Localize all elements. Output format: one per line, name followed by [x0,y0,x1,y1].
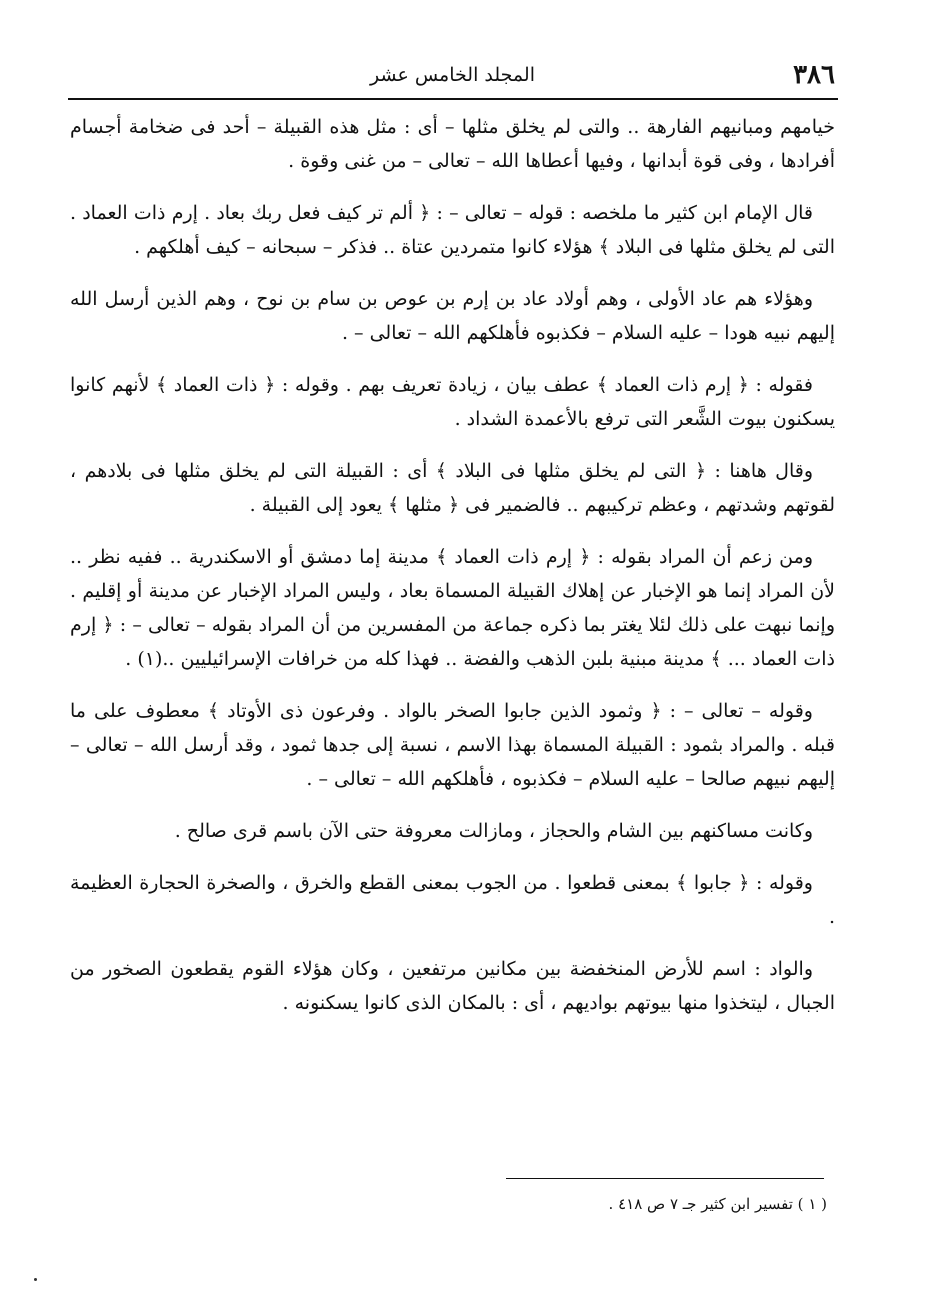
footnote-rule [506,1178,824,1179]
paragraph: وكانت مساكنهم بين الشام والحجاز ، ومازالت معروفة حتى الآن باسم قرى صالح . [174,820,813,842]
body-text [70,110,835,1038]
paragraph: خيامهم ومبانيهم الفارهة .. والتى لم يخلق مثلها – أى : مثل هذه القبيلة – أحد فى ضخامة أجسام أفرادها ، وفى قوة أبدانها ، وفيها أعطاها الله – تعالى – من غنى وقوة . [70,116,835,172]
scan-speck [34,1278,37,1281]
paragraph: وهؤلاء هم عاد الأولى ، وهم أولاد عاد بن إرم بن عوص بن سام بن نوح ، وهم الذين أرسل الله إليهم نبيه هودا – عليه السلام – فكذبوه فأهلكهم الله – تعالى – . [70,288,835,344]
page-header [70,56,835,96]
paragraph: وقوله : ﴿ جابوا ﴾ بمعنى قطعوا . من الجوب بمعنى القطع والخرق ، والصخرة الحجارة العظيمة . [70,872,835,928]
paragraph: وقال هاهنا : ﴿ التى لم يخلق مثلها فى البلاد ﴾ أى : القبيلة التى لم يخلق مثلها فى بلادهم ، لقوتهم وشدتهم ، وعظم تركيبهم .. فالضمير فى ﴿ مثلها ﴾ يعود إلى القبيلة . [70,460,835,516]
paragraph: وقوله – تعالى – : ﴿ وثمود الذين جابوا الصخر بالواد . وفرعون ذى الأوتاد ﴾ معطوف على ما قبله . والمراد بثمود : القبيلة المسماة بهذا الاسم ، نسبة إلى جدها ثمود ، وقد أرسل الله – تعالى – إليهم نبيهم صالحا – عليه السلام – فكذبوه ، فأهلكهم الله – تعالى – . [70,700,835,790]
paragraph: والواد : اسم للأرض المنخفضة بين مكانين مرتفعين ، وكان هؤلاء القوم يقطعون الصخور من الجبال ، ليتخذوا منها بيوتهم بواديهم ، أى : بالمكان الذى كانوا يسكنونه . [70,958,835,1014]
footnote: ( ١ ) تفسير ابن كثير جـ ٧ ص ٤١٨ . [608,1195,827,1213]
paragraph: ومن زعم أن المراد بقوله : ﴿ إرم ذات العماد ﴾ مدينة إما دمشق أو الاسكندرية .. ففيه نظر .. لأن المراد إنما هو الإخبار عن إهلاك القبيلة المسماة بعاد ، وليس المراد الإخبار عن مدينة أو إقليم . وإنما نبهت على ذلك لئلا يغتر بما ذكره جماعة من المفسرين من أن المراد بقوله – تعالى – : ﴿ إرم ذات العماد ... ﴾ مدينة مبنية بلبن الذهب والفضة .. فهذا كله من خرافات الإسرائيليين ..(١) . [70,546,835,670]
running-title: المجلد الخامس عشر [370,64,535,86]
paragraph: قال الإمام ابن كثير ما ملخصه : قوله – تعالى – : ﴿ ألم تر كيف فعل ربك بعاد . إرم ذات العماد . التى لم يخلق مثلها فى البلاد ﴾ هؤلاء كانوا متمردين عتاة .. فذكر – سبحانه – كيف أهلكهم . [70,202,835,258]
page-number: ٣٨٦ [793,60,835,90]
header-rule [68,98,838,100]
paragraph: فقوله : ﴿ إرم ذات العماد ﴾ عطف بيان ، زيادة تعريف بهم . وقوله : ﴿ ذات العماد ﴾ لأنهم كانوا يسكنون بيوت الشَّعر التى ترفع بالأعمدة الشداد . [70,374,835,430]
